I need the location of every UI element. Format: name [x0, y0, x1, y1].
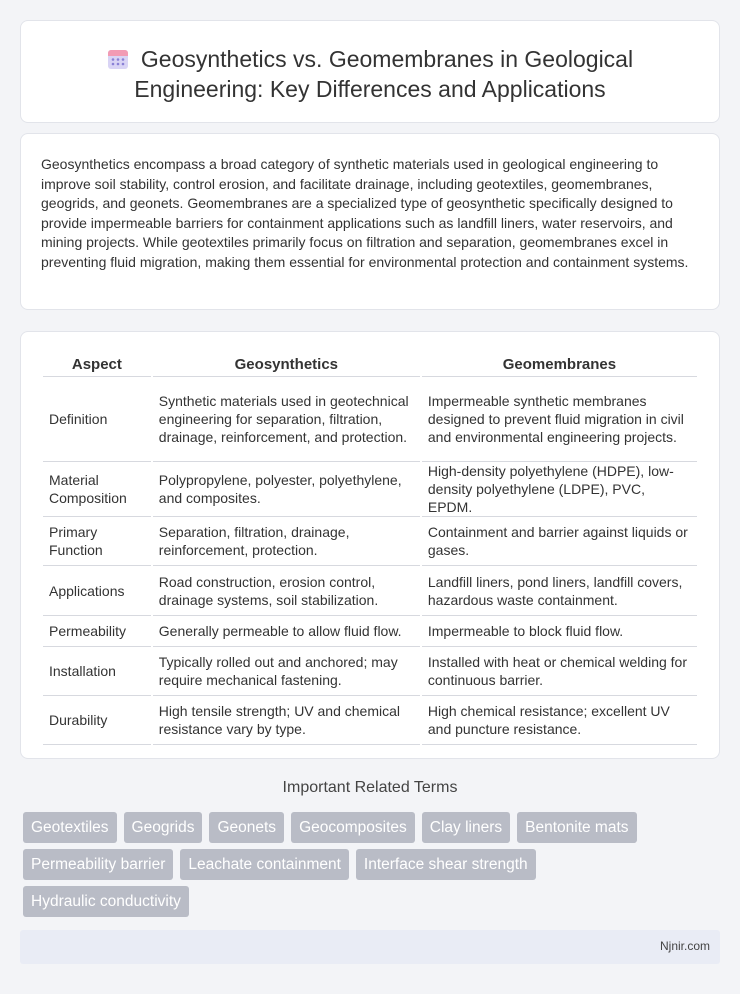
row-geosynthetics: Typically rolled out and anchored; may require mechanical fastening.	[153, 647, 420, 696]
tag-bentonite-mats[interactable]: Bentonite mats	[517, 812, 636, 843]
page-title-text: Geosynthetics vs. Geomembranes in Geological Engineering: Key Differences and Applications	[134, 46, 634, 102]
table-row	[43, 616, 697, 647]
tag-geotextiles[interactable]: Geotextiles	[23, 812, 117, 843]
tag-permeability-barrier[interactable]: Permeability barrier	[23, 849, 173, 880]
row-aspect: Primary Function	[43, 517, 151, 566]
tag-hydraulic-conductivity[interactable]: Hydraulic conductivity	[23, 886, 189, 917]
comparison-table	[41, 352, 699, 745]
row-geomembranes: Impermeable to block fluid flow.	[422, 616, 697, 647]
tag-clay-liners[interactable]: Clay liners	[422, 812, 510, 843]
row-geosynthetics: Polypropylene, polyester, polyethylene, and composites.	[153, 462, 420, 517]
row-aspect: Material Composition	[43, 462, 151, 517]
row-aspect: Applications	[43, 566, 151, 616]
footer-site[interactable]: Njnir.com	[659, 939, 710, 953]
table-row	[43, 462, 697, 517]
tag-interface-shear-strength[interactable]: Interface shear strength	[356, 849, 536, 880]
calendar-icon	[107, 48, 129, 70]
table-row	[43, 377, 697, 462]
table-header-row	[43, 352, 697, 377]
table-row	[43, 696, 697, 745]
tag-leachate-containment[interactable]: Leachate containment	[180, 849, 349, 880]
row-geomembranes: High chemical resistance; excellent UV and puncture resistance.	[422, 696, 697, 745]
header-geosynthetics: Geosynthetics	[153, 352, 420, 377]
footer	[20, 930, 720, 964]
row-geosynthetics: Separation, filtration, drainage, reinforcement, protection.	[153, 517, 420, 566]
table-row	[43, 566, 697, 616]
intro-card	[20, 133, 720, 310]
row-geosynthetics: Road construction, erosion control, drainage systems, soil stabilization.	[153, 566, 420, 616]
header-geomembranes: Geomembranes	[422, 352, 697, 377]
title-card	[20, 20, 720, 123]
related-terms-title: Important Related Terms	[282, 779, 458, 796]
row-aspect: Durability	[43, 696, 151, 745]
row-geomembranes: Containment and barrier against liquids or gases.	[422, 517, 697, 566]
intro-paragraph: Geosynthetics encompass a broad category of synthetic materials used in geological engineering to improve soil stability, control erosion, and facilitate drainage, including geotextiles, geomembranes, geogrids, and geonets. Geomembranes are a specialized type of geosynthetic specifically designed to provide impermeable barriers for containment applications such as landfill liners, water reservoirs, and mining projects. While geotextiles primarily focus on filtration and separation, geomembranes excel in preventing fluid migration, making them essential for environmental protection and containment systems.	[41, 156, 689, 270]
row-aspect: Permeability	[43, 616, 151, 647]
table-row	[43, 647, 697, 696]
table-row	[43, 517, 697, 566]
header-aspect: Aspect	[43, 352, 151, 377]
row-geomembranes: High-density polyethylene (HDPE), low-density polyethylene (LDPE), PVC, EPDM.	[422, 462, 697, 517]
row-geosynthetics: Synthetic materials used in geotechnical engineering for separation, filtration, drainage, reinforcement, and protection.	[153, 377, 420, 462]
related-terms-tags	[23, 812, 713, 923]
row-aspect: Installation	[43, 647, 151, 696]
tag-geogrids[interactable]: Geogrids	[124, 812, 203, 843]
row-geomembranes: Landfill liners, pond liners, landfill covers, hazardous waste containment.	[422, 566, 697, 616]
row-geosynthetics: Generally permeable to allow fluid flow.	[153, 616, 420, 647]
row-geomembranes: Installed with heat or chemical welding for continuous barrier.	[422, 647, 697, 696]
page-title	[61, 44, 679, 104]
row-aspect: Definition	[43, 377, 151, 462]
row-geosynthetics: High tensile strength; UV and chemical resistance vary by type.	[153, 696, 420, 745]
row-geomembranes: Impermeable synthetic membranes designed to prevent fluid migration in civil and environmental engineering projects.	[422, 377, 697, 462]
tag-geocomposites[interactable]: Geocomposites	[291, 812, 415, 843]
tag-geonets[interactable]: Geonets	[209, 812, 284, 843]
comparison-table-card	[20, 331, 720, 759]
